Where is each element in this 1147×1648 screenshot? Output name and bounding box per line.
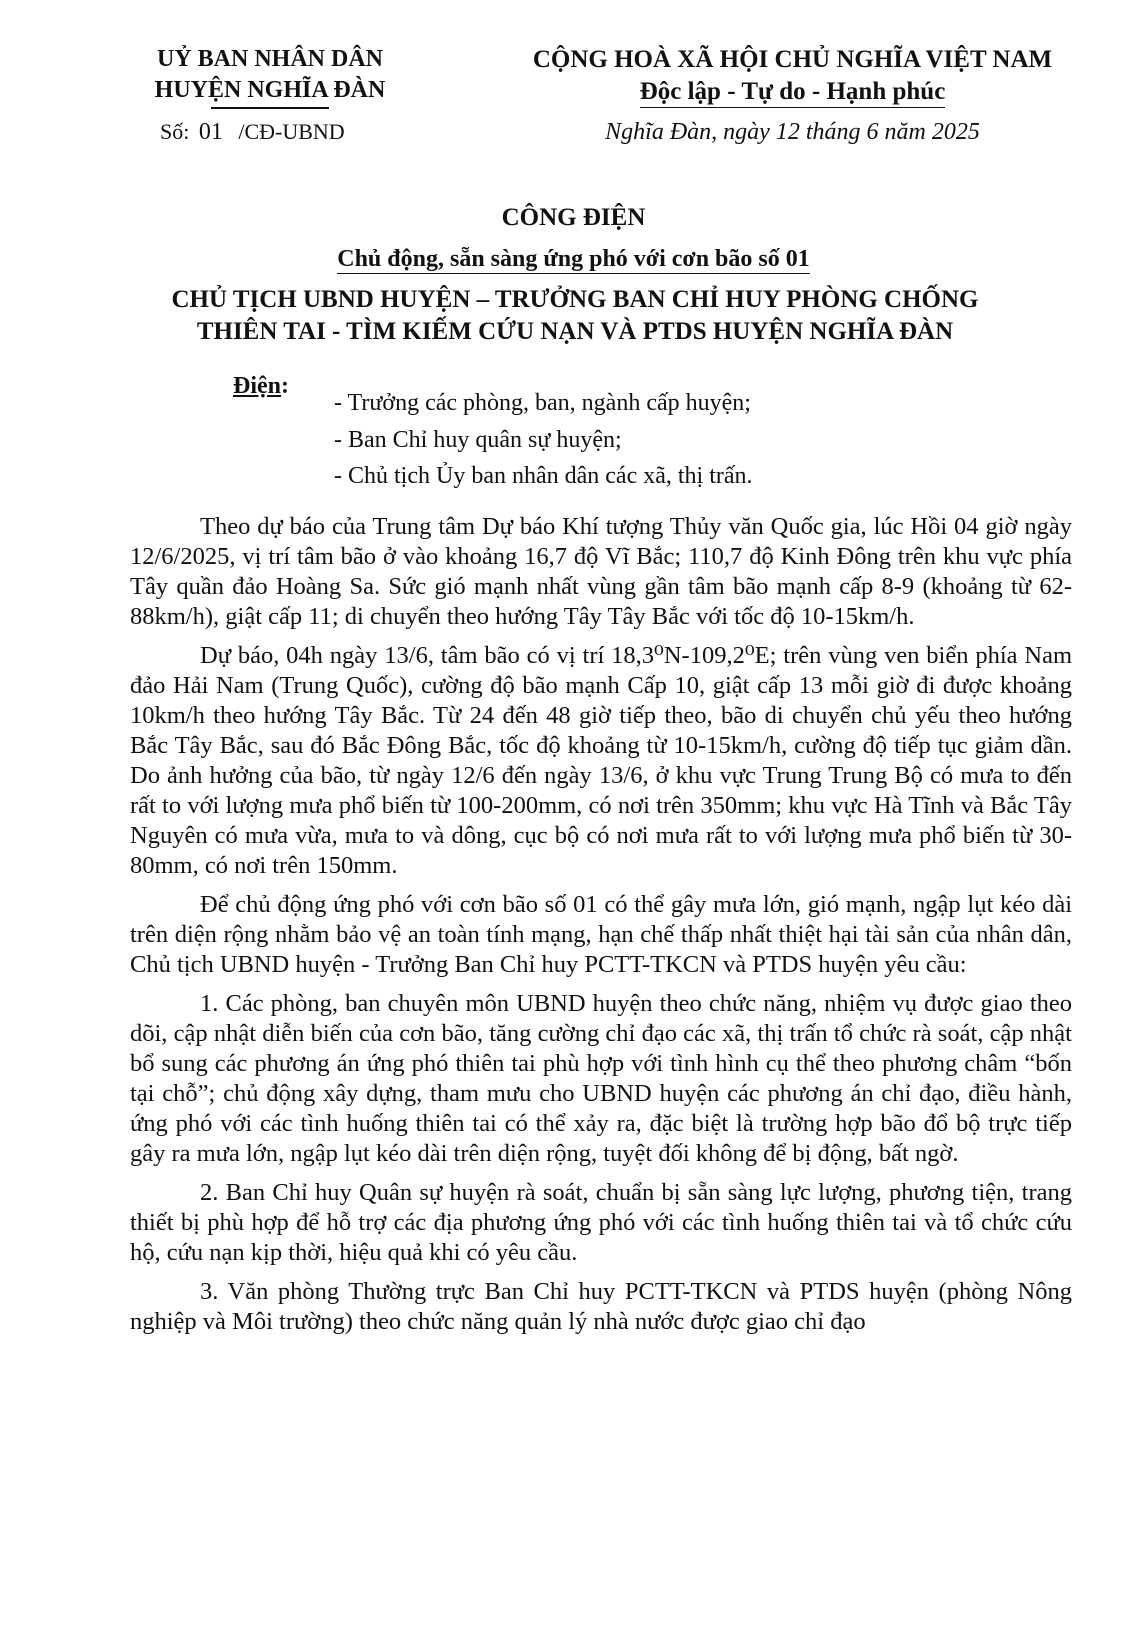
recipients-label: [233, 372, 289, 400]
issuing-authority: [120, 44, 420, 109]
document-number: [160, 118, 345, 146]
sender-line-1: CHỦ TỊCH UBND HUYỆN – TRƯỞNG BAN CHỈ HUY PHÒNG CHỐNG: [171, 286, 979, 313]
number-value: 01: [198, 119, 223, 145]
authority-underline: [211, 107, 329, 109]
paragraph-item-3: 3. Văn phòng Thường trực Ban Chỉ huy PCTT-TKCN và PTDS huyện (phòng Nông nghiệp và Môi trường) theo chức năng quản lý nhà nước được giao chỉ đạo: [130, 1278, 1072, 1335]
document-subject: [0, 244, 1147, 274]
subject-text: Chủ động, sẵn sàng ứng phó với cơn bão số 01: [337, 246, 810, 272]
recipients-label-colon: :: [281, 373, 289, 399]
nation-name: CỘNG HOÀ XÃ HỘI CHỦ NGHĨA VIỆT NAM: [532, 46, 1053, 73]
place-date: Nghĩa Đàn, ngày 12 tháng 6 năm 2025: [605, 119, 980, 145]
national-header: [515, 44, 1070, 108]
recipient-item: - Chủ tịch Ủy ban nhân dân các xã, thị trấn.: [334, 463, 753, 489]
national-motto: Độc lập - Tự do - Hạnh phúc: [640, 77, 946, 108]
number-suffix: /CĐ-UBND: [238, 119, 345, 144]
recipients-label-text: Điện: [233, 373, 281, 399]
document-type: CÔNG ĐIỆN: [501, 204, 646, 231]
paragraph-request: Để chủ động ứng phó với cơn bão số 01 có thể gây mưa lớn, gió mạnh, ngập lụt kéo dài trên diện rộng nhằm bảo vệ an toàn tính mạng, hạn chế thấp nhất thiệt hại tài sản của nhân dân, Chủ tịch UBND huyện - Trưởng Ban Chỉ huy PCTT-TKCN và PTDS huyện yêu cầu:: [130, 891, 1072, 978]
recipient-item: - Ban Chỉ huy quân sự huyện;: [334, 426, 622, 453]
recipient-item: - Trưởng các phòng, ban, ngành cấp huyện;: [334, 390, 751, 416]
authority-line-2: HUYỆN NGHĨA ĐÀN: [154, 77, 386, 103]
paragraph-forecast: Theo dự báo của Trung tâm Dự báo Khí tượng Thủy văn Quốc gia, lúc Hồi 04 giờ ngày 12/6/2025, vị trí tâm bão ở vào khoảng 16,7 độ Vĩ Bắc; 110,7 độ Kinh Đông trên khu vực phía Tây quần đảo Hoàng Sa. Sức gió mạnh nhất vùng gần tâm bão mạnh cấp 8-9 (khoảng từ 62-88km/h), giật cấp 11; di chuyển theo hướng Tây Tây Bắc với tốc độ 10-15km/h.: [130, 513, 1072, 630]
sender-line-2: THIÊN TAI - TÌM KIẾM CỨU NẠN VÀ PTDS HUYỆN NGHĨA ĐÀN: [196, 318, 954, 345]
paragraph-outlook: Dự báo, 04h ngày 13/6, tâm bão có vị trí 18,3⁰N-109,2⁰E; trên vùng ven biển phía Nam đảo Hải Nam (Trung Quốc), cường độ bão mạnh Cấp 10, giật cấp 13 mỗi giờ đi được khoảng 10km/h theo hướng Tây Bắc. Từ 24 đến 48 giờ tiếp theo, bão di chuyển chủ yếu theo hướng Bắc Tây Bắc, sau đó Bắc Đông Bắc, tốc độ khoảng từ 10-15km/h, cường độ tiếp tục giảm dần. Do ảnh hưởng của bão, từ ngày 12/6 đến ngày 13/6, ở khu vực Trung Trung Bộ có mưa to đến rất to với lượng mưa phổ biến từ 100-200mm, có nơi trên 350mm; khu vực Hà Tĩnh và Bắc Tây Nguyên có mưa vừa, mưa to và dông, cục bộ có nơi mưa rất to với lượng mưa phổ biến từ 30-80mm, có nơi trên 150mm.: [130, 642, 1072, 879]
authority-line-1: UỶ BAN NHÂN DÂN: [157, 46, 383, 72]
recipients-list: [334, 385, 1034, 495]
paragraph-item-1: 1. Các phòng, ban chuyên môn UBND huyện theo chức năng, nhiệm vụ được giao theo dõi, cập nhật diễn biến của cơn bão, tăng cường chỉ đạo các xã, thị trấn tổ chức rà soát, cập nhật bổ sung các phương án ứng phó thiên tai phù hợp với tình hình cụ thể theo phương châm “bốn tại chỗ”; chủ động xây dựng, tham mưu cho UBND huyện các phương án chỉ đạo, điều hành, ứng phó với các tình huống thiên tai có thể xảy ra, đặc biệt là trường hợp bão đổ bộ trực tiếp gây ra mưa lớn, ngập lụt kéo dài trên diện rộng, tuyệt đối không để bị động, bất ngờ.: [130, 990, 1072, 1167]
document-body: [130, 512, 1072, 1346]
sender-title: [80, 284, 1070, 348]
paragraph-item-2: 2. Ban Chỉ huy Quân sự huyện rà soát, chuẩn bị sẵn sàng lực lượng, phương tiện, trang thiết bị phù hợp để hỗ trợ các địa phương ứng phó với các tình huống thiên tai và tổ chức cứu hộ, cứu nạn kịp thời, hiệu quả khi có yêu cầu.: [130, 1179, 1072, 1266]
number-prefix: Số:: [160, 119, 190, 144]
